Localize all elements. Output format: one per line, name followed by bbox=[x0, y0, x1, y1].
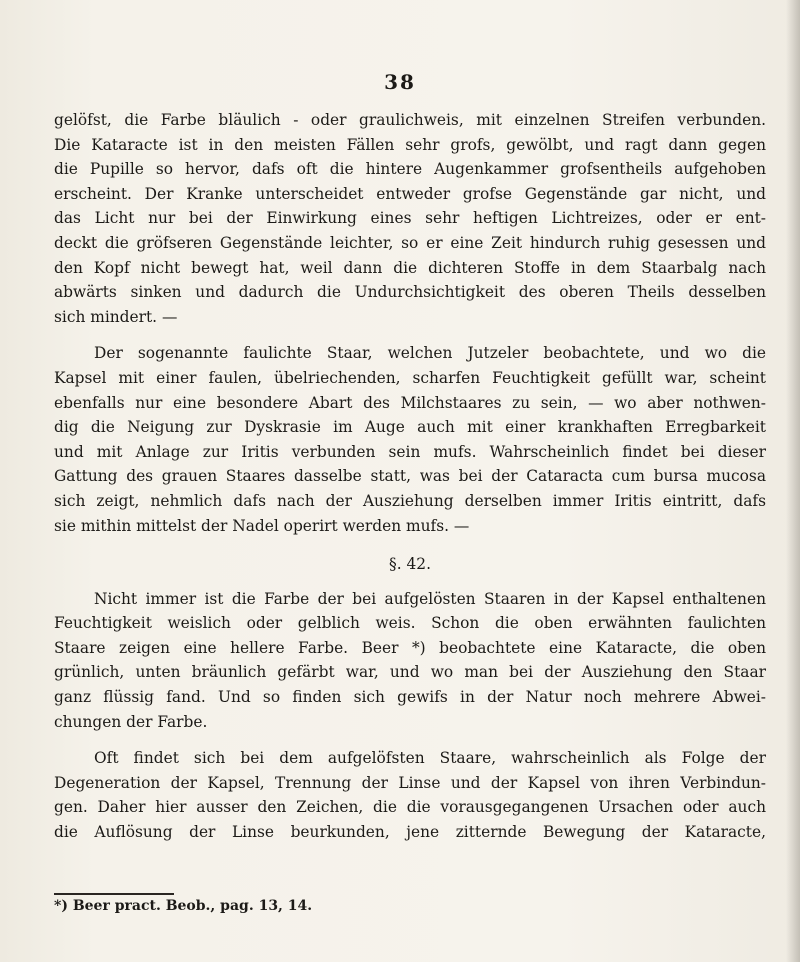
text-line: deckt die gröfseren Gegenstände leichter, so er eine Zeit hindurch ruhig gesessen und bbox=[54, 233, 766, 252]
text-line: die Pupille so hervor, dafs oft die hintere Augenkammer grofsentheils aufgehoben bbox=[54, 160, 766, 179]
paragraph-2 bbox=[54, 341, 766, 538]
body-text bbox=[54, 108, 766, 845]
section-heading: §. 42. bbox=[389, 555, 431, 574]
text-line: chungen der Farbe. bbox=[54, 712, 208, 731]
text-line: Gattung des grauen Staares dasselbe statt, was bei der Cataracta cum bursa mucosa bbox=[54, 467, 766, 486]
text-line: dig die Neigung zur Dyskrasie im Auge auch mit einer krankhaften Erregbarkeit bbox=[54, 418, 766, 437]
paragraph-3 bbox=[54, 587, 766, 735]
text-line: grünlich, unten bräunlich gefärbt war, und wo man bei der Ausziehung den Staar bbox=[54, 663, 766, 682]
text-line: den Kopf nicht bewegt hat, weil dann die dichteren Stoffe in dem Staarbalg nach bbox=[54, 258, 766, 277]
text-line: Die Kataracte ist in den meisten Fällen sehr grofs, gewölbt, und ragt dann gegen bbox=[54, 135, 766, 154]
text-line: sie mithin mittelst der Nadel operirt werden mufs. — bbox=[54, 516, 470, 535]
text-line: Feuchtigkeit weislich oder gelblich weis. Schon die oben erwähnten faulichten bbox=[54, 614, 766, 633]
text-line: sich zeigt, nehmlich dafs nach der Ausziehung derselben immer Iritis eintritt, dafs bbox=[54, 491, 766, 510]
page-edge-shadow bbox=[786, 0, 800, 962]
text-line: das Licht nur bei der Einwirkung eines sehr heftigen Lichtreizes, oder er ent- bbox=[54, 209, 766, 228]
text-line: Der sogenannte faulichte Staar, welchen Jutzeler beobachtete, und wo die bbox=[94, 344, 766, 363]
text-line: gen. Daher hier ausser den Zeichen, die die vorausgegangenen Ursachen oder auch bbox=[54, 798, 766, 817]
text-line: abwärts sinken und dadurch die Undurchsichtigkeit des oberen Theils desselben bbox=[54, 283, 766, 302]
text-line: sich mindert. — bbox=[54, 307, 178, 326]
text-line: die Auflösung der Linse beurkunden, jene zitternde Bewegung der Kataracte, bbox=[54, 823, 766, 842]
footnote-rule bbox=[54, 893, 174, 895]
text-line: Staare zeigen eine hellere Farbe. Beer *) beobachtete eine Kataracte, die oben bbox=[54, 638, 766, 657]
text-line: Kapsel mit einer faulen, übelriechenden, scharfen Feuchtigkeit gefüllt war, scheint bbox=[54, 368, 766, 387]
text-line: Oft findet sich bei dem aufgelöfsten Staare, wahrscheinlich als Folge der bbox=[94, 749, 766, 768]
text-line: Nicht immer ist die Farbe der bei aufgelösten Staaren in der Kapsel enthaltenen bbox=[94, 589, 766, 608]
text-line: Degeneration der Kapsel, Trennung der Linse und der Kapsel von ihren Verbindun- bbox=[54, 773, 766, 792]
paragraph-1 bbox=[54, 108, 766, 329]
footnote: *) Beer pract. Beob., pag. 13, 14. bbox=[54, 898, 313, 914]
text-line: gelöfst, die Farbe bläulich - oder graulichweis, mit einzelnen Streifen verbunden. bbox=[54, 111, 766, 129]
text-line: ganz flüssig fand. Und so finden sich gewifs in der Natur noch mehrere Abwei- bbox=[54, 688, 766, 707]
paragraph-4 bbox=[54, 746, 766, 844]
page-number: 38 bbox=[384, 70, 416, 94]
text-line: und mit Anlage zur Iritis verbunden sein mufs. Wahrscheinlich findet bei dieser bbox=[54, 442, 766, 461]
text-line: ebenfalls nur eine besondere Abart des Milchstaares zu sein, — wo aber nothwen- bbox=[54, 393, 766, 412]
text-line: erscheint. Der Kranke unterscheidet entweder grofse Gegenstände gar nicht, und bbox=[54, 184, 766, 203]
